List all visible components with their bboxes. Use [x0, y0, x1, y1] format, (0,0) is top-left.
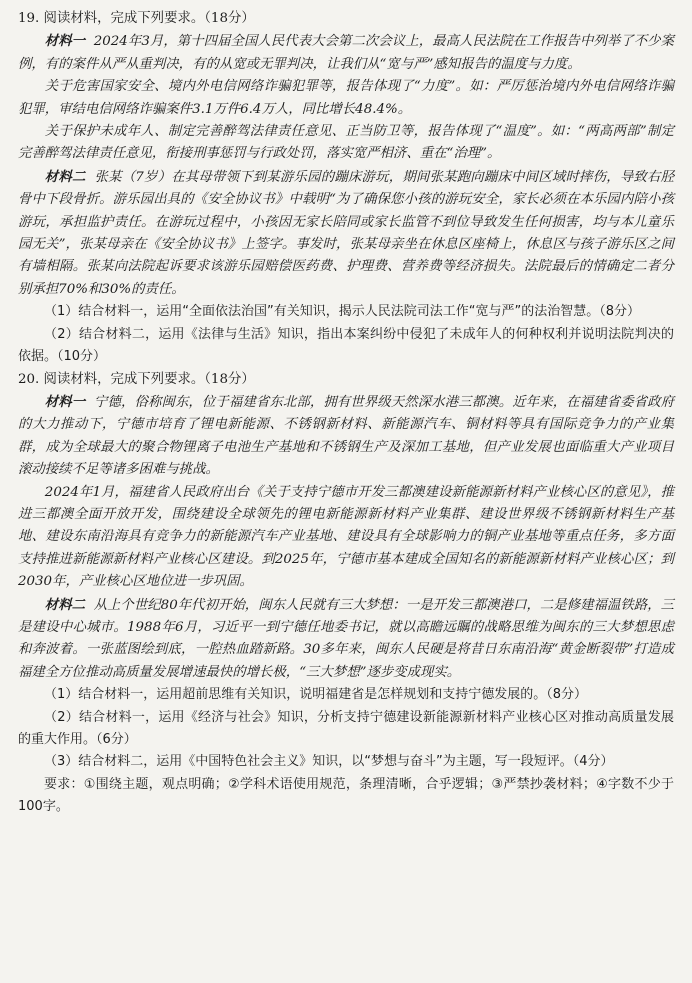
q20-material-1-para-1: [18, 391, 674, 482]
q20-material-1-text-1: 宁德，俗称闽东，位于福建省东北部，拥有世界级天然深水港三都澳。近年来，在福建省委省政府的大力推动下，宁德市培育了锂电新能源、不锈钢新材料、新能源汽车、铜材料等具有国际竞争力的产业集群，成为全球最大的聚合物锂离子电池生产基地和不锈钢生产及深加工基地，但产业发展也面临重大产业项目滚动接续不足等诸多困难与挑战。: [18, 394, 675, 478]
q20-subquestion-1: （1）结合材料一，运用超前思维有关知识，说明福建省是怎样规划和支持宁德发展的。（8分）: [44, 687, 588, 703]
q20-material-1-para-2: 2024年1月，福建省人民政府出台《关于支持宁德市开发三都澳建设新能源新材料产业核心区的意见》，推进三都澳全面开放开发，围绕建设全球领先的锂电新能源新材料产业集群、建设世界级不锈钢新材料生产基地、建设东南沿海具有竞争力的新能源汽车产业基地、建设具有全球影响力的铜产业基地等重点任务，多方面支持推进新能源新材料产业核心区建设。到2025年，宁德市基本建成全国知名的新能源新材料产业核心区；到2030年，产业核心区地位进一步巩固。: [18, 484, 674, 590]
q20-material-1-label: 材料一: [44, 393, 86, 410]
q19-material-1-para-3: 关于保护未成年人、制定完善醉驾法律责任意见、正当防卫等，报告体现了“温度”。如：“两高两部”制定完善醉驾法律责任意见，衔接刑事惩罚与行政处罚，落实宽严相济、重在“治理”。: [18, 124, 674, 162]
q19-material-2-para-1: [18, 166, 674, 301]
q19-material-2-text-1: 张某（7岁）在其母带领下到某游乐园的蹦床游玩，期间张某跑向蹦床中间区域时摔伤，导致右胫骨中下段骨折。游乐园出具的《安全协议书》中载明“为了确保您小孩的游玩安全，家长必须在本乐园内陪小孩游玩，承担监护责任。在游玩过程中，小孩因无家长陪同或家长监管不到位导致发生任何损害，均与本儿童乐园无关”，张某母亲在《安全协议书》上签字。事发时，张某母亲坐在休息区座椅上，休息区与孩子游乐区之间有墙相隔。张某向法院起诉要求该游乐园赔偿医药费、护理费、营养费等经济损失。法院最后的情确定二者分别承担70%和30%的责任。: [18, 169, 674, 297]
q20-requirements: 要求：①围绕主题，观点明确；②学科术语使用规范，条理清晰，合乎逻辑；③严禁抄袭材料；④字数不少于100字。: [18, 776, 674, 815]
q20-subquestion-3: （3）结合材料二，运用《中国特色社会主义》知识，以“梦想与奋斗”为主题，写一段短评。（4分）: [44, 754, 614, 770]
q19-subquestion-2: （2）结合材料二，运用《法律与生活》知识，指出本案纠纷中侵犯了未成年人的何种权利并说明法院判决的依据。（10分）: [18, 326, 674, 365]
q19-material-2-label: 材料二: [44, 168, 86, 185]
q20-material-2-label: 材料二: [44, 596, 86, 613]
q20-material-2-text-1: 从上个世纪80年代初开始，闽东人民就有三大梦想：一是开发三都澳港口，二是修建福温铁路，三是建设中心城市。1988年6月，习近平一到宁德任地委书记，就以高瞻远瞩的战略思维为闽东的三大梦想思虑和奔波着。一张蓝图绘到底，一腔热血踏新路。30多年来，闽东人民硬是将昔日东南沿海“黄金断裂带”打造成福建全方位推动高质量发展增速最快的增长极，“三大梦想”逐步变成现实。: [18, 597, 675, 680]
q19-material-1-label: 材料一: [44, 33, 86, 50]
q19-material-1-para-1: [18, 30, 674, 76]
q19-material-1-text-1: 2024年3月，第十四届全国人民代表大会第二次会议上，最高人民法院在工作报告中列举了不少案例，有的案件从严从重判决，有的从宽或无罪判决，让我们从“宽与严”感知报告的温度与力度。: [18, 34, 675, 72]
question-19-heading: 19. 阅读材料，完成下列要求。（18分）: [18, 11, 255, 26]
q20-subquestion-2: （2）结合材料一，运用《经济与社会》知识，分析支持宁德建设新能源新材料产业核心区对推动高质量发展的重大作用。（6分）: [18, 709, 674, 747]
q19-material-1-para-2: 关于危害国家安全、境内外电信网络诈骗犯罪等，报告体现了“力度”。如：严厉惩治境内外电信网络诈骗犯罪，审结电信网络诈骗案件3.1万件6.4万人，同比增长48.4%。: [18, 79, 674, 117]
question-20-heading: 20. 阅读材料，完成下列要求。（18分）: [18, 371, 255, 387]
q20-material-2-para-1: [18, 594, 674, 685]
q19-subquestion-1: （1）结合材料一，运用“全面依法治国”有关知识，揭示人民法院司法工作“宽与严”的法治智慧。（8分）: [44, 304, 640, 320]
